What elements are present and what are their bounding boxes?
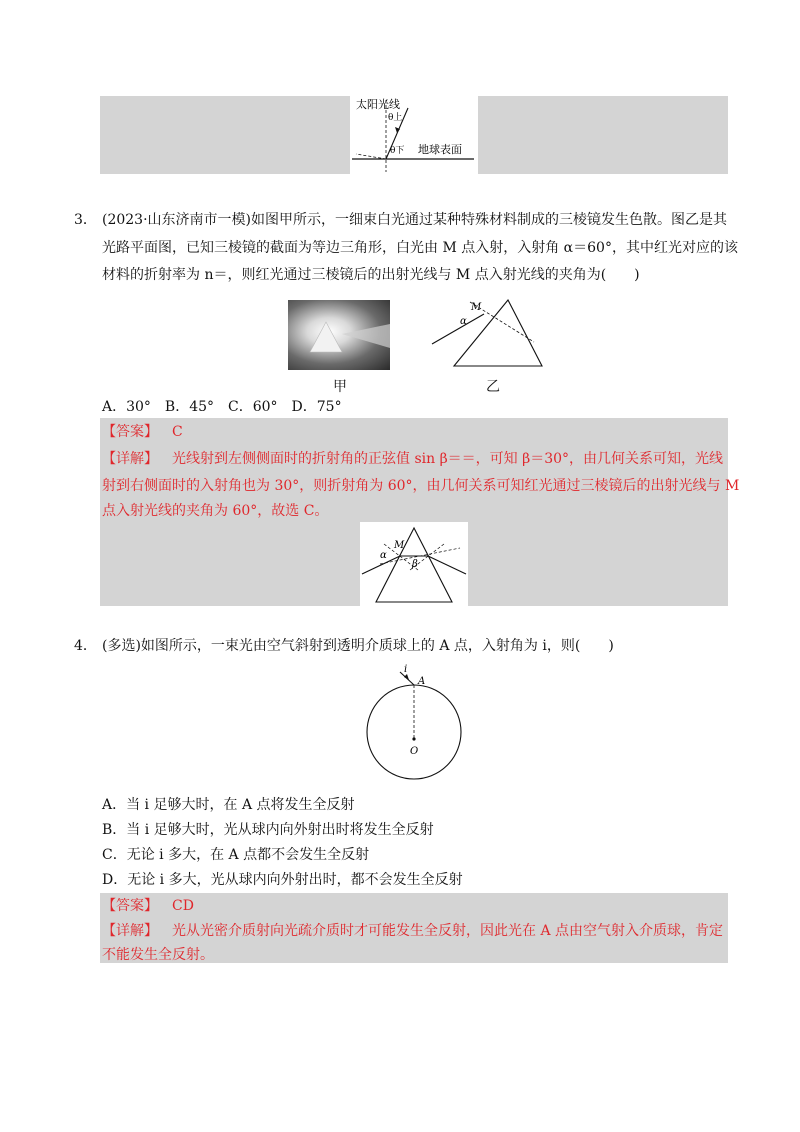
q3-answer-line [102,422,730,442]
diagram-caption-yi: 乙 [486,379,500,395]
solution-beta-label: β [412,559,418,570]
angle-i-label: i [404,664,408,675]
question-4-option-d: D．无论 i 多大，光从球内向外射出时，都不会发生全反射 [102,872,463,888]
sunlight-refraction-figure [350,96,478,174]
question-4-option-a: A．当 i 足够大时，在 A 点将发生全反射 [102,797,355,813]
prism-diagram [430,296,550,376]
question-3-line-1: (2023·山东济南市一模)如图甲所示，一细束白光通过某种特殊材料制成的三棱镜发生色散。图乙是其 [102,212,728,228]
prism-solution-diagram [360,522,468,606]
question-3-options: A．30° B．45° C．60° D．75° [102,399,342,415]
question-3-line-2: 光路平面图，已知三棱镜的截面为等边三角形，白光由 M 点入射，入射角 α＝60°，其中红光对应的该 [102,240,738,256]
alpha-label: α [460,316,467,327]
solution-alpha-label: α [380,550,387,561]
point-a-label: A [418,676,426,687]
q3-detail-text-1: 光线射到左侧侧面时的折射角的正弦值 sin β＝＝，可知 β＝30°，由几何关系可知，光线 [172,451,724,467]
solution-m-label: M [394,540,405,551]
q3-detail-tag: 【详解】 [102,451,158,467]
question-4-number: 4． [74,638,97,654]
q4-detail-line-1 [102,921,730,941]
q4-detail-line-2: 不能发生全反射。 [102,947,214,963]
q3-answer-tag: 【答案】 [102,424,158,440]
sunlight-label: 太阳光线 [356,98,400,111]
sunlight-refraction-diagram [350,96,478,174]
q4-answer-line [102,896,730,916]
q3-detail-line-1 [102,449,730,469]
sphere-diagram [360,662,470,786]
question-4-option-b: B．当 i 足够大时，光从球内向外射出时将发生全反射 [102,822,434,838]
q3-detail-line-2: 射到右侧面时的入射角也为 30°，则折射角为 60°，由几何关系可知红光通过三棱镜后的出射光线与 M [102,478,740,494]
question-4-line-1: (多选)如图所示，一束光由空气斜射到透明介质球上的 A 点，入射角为 i，则( ) [102,638,614,654]
q4-answer-value: CD [172,898,194,914]
q3-solution-figure [360,522,468,606]
question-4-option-c: C．无论 i 多大，在 A 点都不会发生全反射 [102,847,370,863]
theta-up-label: θ上 [388,113,403,123]
q4-detail-tag: 【详解】 [102,923,158,939]
point-m-label: M [471,302,482,313]
photo-caption-jia: 甲 [333,379,347,395]
question-3-line-3: 材料的折射率为 n＝，则红光通过三棱镜后的出射光线与 M 点入射光线的夹角为( ) [102,267,640,283]
theta-down-label: θ下 [390,146,405,156]
earth-surface-label: 地球表面 [418,143,462,156]
q3-answer-value: C [172,424,183,440]
question-3-number: 3． [74,212,97,228]
q4-answer-tag: 【答案】 [102,898,158,914]
center-o-label: O [410,746,419,757]
q3-detail-line-3: 点入射光线的夹角为 60°，故选 C。 [102,503,329,519]
prism-photo [288,300,390,370]
q4-detail-text-1: 光从光密介质射向光疏介质时才可能发生全反射，因此光在 A 点由空气射入介质球，肯定 [172,923,724,939]
